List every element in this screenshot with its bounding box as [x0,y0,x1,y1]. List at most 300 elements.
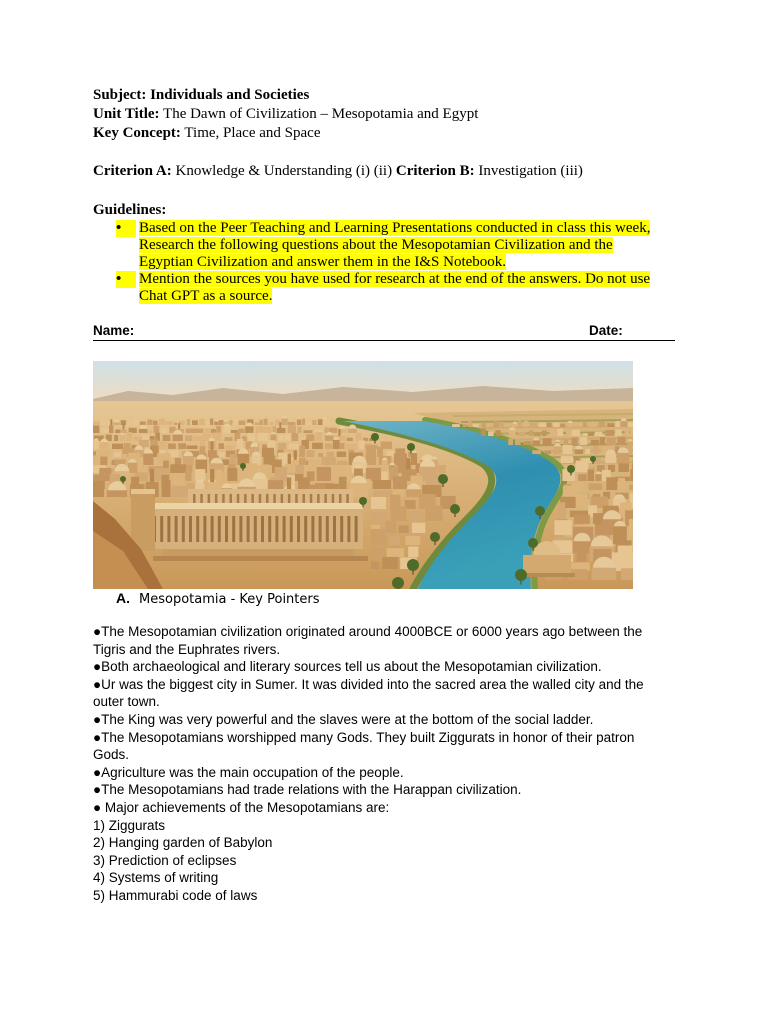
guidelines-title: Guidelines: [93,202,167,218]
column [182,516,185,542]
building [305,422,311,425]
tree [120,476,126,482]
building [359,440,365,449]
building [288,425,296,433]
key-point: ●The King was very powerful and the slaves were at the bottom of the social ladder. [93,711,594,727]
key-point: ● Major achievements of the Mesopotamians are: [93,799,390,815]
building [187,419,190,425]
building [412,523,425,533]
building [93,426,99,434]
building [214,422,219,426]
tower [211,442,214,451]
building [592,568,617,580]
tower [123,423,125,429]
tree [528,538,538,548]
building [530,423,537,427]
building [600,437,605,445]
building [371,512,388,521]
building [373,480,392,489]
document-header [93,86,478,143]
building [566,431,571,436]
building [563,445,573,454]
building [553,423,559,427]
building [468,421,472,427]
column [196,516,199,542]
subject-value: Individuals and Societies [150,87,310,103]
building [389,536,400,545]
building [588,470,595,482]
guideline-text: Mention the sources you have used for research at the end of the answers. Do not use Chat GPT as a source. [139,271,651,304]
building [547,423,552,428]
column [290,516,293,542]
building [153,421,158,425]
name-date-line [93,322,675,341]
tower [288,454,291,464]
building [382,460,388,473]
building [195,429,204,433]
building [183,456,194,465]
building [393,477,407,490]
building [302,419,305,425]
building [224,427,231,433]
building [101,419,105,425]
section-marker: A. [116,590,130,606]
building [258,433,267,441]
building [205,428,210,433]
building [224,446,233,449]
column [304,516,307,542]
column [326,516,329,542]
building [561,456,573,463]
building [94,441,99,450]
guidelines-list [116,220,661,305]
column [167,516,170,542]
building [615,430,622,436]
building [237,439,243,449]
building [618,463,629,472]
building [140,422,146,426]
column [218,516,221,542]
building [278,443,286,449]
building [299,446,305,457]
column [175,516,178,542]
tower [210,469,214,482]
building [285,433,291,441]
building [161,428,167,433]
bullet-icon: • [116,271,139,288]
building [288,422,296,425]
building [333,440,340,449]
building [292,433,299,441]
building [149,430,152,433]
key-concept-value: Time, Place and Space [184,125,321,141]
building [411,453,418,465]
building [264,419,268,425]
building [583,422,586,427]
tree [567,465,575,473]
building [126,432,132,441]
building [325,444,332,450]
building [523,441,531,445]
building [219,420,224,425]
tower [294,450,297,460]
building [578,474,586,481]
building [159,442,168,450]
building [515,439,521,445]
building [591,440,600,445]
building [162,480,171,497]
building [199,419,205,425]
building [543,438,552,445]
building [218,452,224,457]
building [593,446,599,454]
building [618,437,626,445]
tower [110,419,112,425]
building [195,469,205,481]
building [174,423,177,426]
building [340,443,345,449]
building [494,421,499,427]
building [542,430,546,436]
building [219,443,224,449]
column [254,516,257,542]
building [175,458,181,465]
building [575,449,583,454]
building [560,424,564,427]
building [187,446,198,450]
building [229,420,232,425]
building [607,438,616,445]
building [532,450,541,454]
building [554,520,571,535]
building [371,548,383,557]
column [333,516,336,542]
criterion-b-label: Criterion B: [395,163,475,179]
building [101,429,109,434]
building [337,452,346,458]
building [564,439,568,445]
building [317,467,331,481]
building [312,443,323,449]
building [533,440,541,445]
building [337,461,347,465]
tower-roof [131,489,155,494]
building [230,454,237,465]
achievement-item: 3) Prediction of eclipses [93,852,237,868]
building [93,422,100,426]
building [318,419,323,425]
building [524,421,529,427]
building [508,439,513,446]
building [260,420,263,425]
building [147,420,152,426]
tree [407,443,415,451]
building [463,424,467,427]
column [297,516,300,542]
column [340,516,343,542]
building [289,444,299,449]
building [618,478,625,490]
building [273,426,276,433]
bullet-icon: • [116,220,139,237]
building [557,502,565,517]
column [189,516,192,542]
building [583,433,587,436]
building [347,438,353,441]
building [304,430,313,433]
building [629,485,633,490]
building [325,435,334,441]
building [299,458,306,465]
key-points-list [93,623,668,905]
building [381,472,387,482]
building [567,423,573,427]
tower [338,429,340,436]
building [356,433,362,441]
building [173,435,183,442]
building [239,421,246,426]
tree [371,433,379,441]
tree [438,474,448,484]
tree [430,532,440,542]
column [319,516,322,542]
building [261,464,270,473]
building [306,450,314,457]
building [298,427,302,433]
building [107,490,127,497]
building [324,427,328,433]
building [599,421,605,427]
building [382,557,398,569]
building [617,453,629,463]
building [159,419,165,425]
building [322,457,336,465]
building [277,428,286,433]
building [348,429,357,433]
building [142,466,148,473]
column [261,516,264,542]
column [283,516,286,542]
building [168,444,176,450]
tower [150,469,154,482]
building [486,424,491,427]
building [391,506,407,521]
building [509,430,516,436]
building [248,433,256,441]
building [630,469,633,481]
building [620,421,627,427]
building [518,420,521,427]
subject-label: Subject: [93,87,147,103]
building [633,459,634,463]
building [185,470,191,481]
building [482,423,486,427]
building [194,436,202,441]
palace-plinth [153,556,368,561]
building [539,423,547,427]
unit-title-line [93,105,478,124]
building [323,419,327,426]
building [100,442,109,449]
tree [515,569,527,581]
building [154,426,160,433]
building [99,450,111,457]
building [114,453,122,458]
date-label: Date: [589,323,623,338]
criteria-line [93,162,583,181]
building [346,444,357,449]
building [231,430,238,433]
tower [406,458,410,469]
mesopotamia-illustration [93,361,633,589]
building [595,474,601,481]
building [227,468,237,481]
building [93,481,104,497]
building [605,430,614,436]
building [615,421,620,427]
tree [359,497,367,505]
building [316,432,323,441]
unit-title-value: The Dawn of Civilization – Mesopotamia and Egypt [163,106,479,122]
building [628,441,633,445]
building [499,422,505,427]
building [605,454,616,463]
building [550,429,558,436]
building [607,423,614,427]
building [270,422,274,425]
building [327,452,334,457]
building [100,457,107,465]
subject-line [93,86,478,105]
building [387,548,405,557]
building [143,454,153,466]
building [630,429,633,436]
building [327,421,331,425]
building [271,434,277,441]
building [128,423,131,426]
building [109,425,113,433]
building [178,443,186,449]
guideline-item [116,220,661,271]
guideline-text: Based on the Peer Teaching and Learning Presentations conducted in class this week, Research the following questions about the Mesopotamian Civilization and the Egyptian Civilization and answer them in the I&S Notebook. [139,220,651,270]
tree [590,456,596,462]
building [505,423,510,427]
column [239,516,242,542]
tree [240,463,246,469]
building [170,464,186,473]
building [192,420,198,425]
building [629,519,633,535]
key-point: ●The Mesopotamians had trade relations with the Harappan civilization. [93,782,522,798]
tower [178,423,180,429]
building [366,455,377,465]
building [406,536,421,545]
tower [279,422,281,428]
building [166,421,173,425]
building [295,465,304,473]
key-point: ●Agriculture was the main occupation of the people. [93,764,404,780]
palace-roof [148,503,363,509]
building [425,506,442,521]
criterion-a-label: Criterion A: [93,163,172,179]
column [268,516,271,542]
building [211,429,216,433]
column [355,516,358,542]
achievement-item: 1) Ziggurats [93,817,166,833]
building [245,426,253,433]
building [113,422,120,425]
building [112,444,123,449]
building [210,419,213,426]
building [115,430,120,434]
key-point: ●Both archaeological and literary sources tell us about the Mesopotamian civilization. [93,659,602,675]
tree [450,504,460,514]
achievement-item: 2) Hanging garden of Babylon [93,835,273,851]
building [572,430,581,436]
building [385,521,396,533]
building [281,419,287,426]
column [311,516,314,542]
building [371,562,379,569]
key-point: ●The Mesopotamian civilization originated around 4000BCE or 6000 years ago between the Tigris and the Euphrates rivers. [93,624,643,657]
building [578,423,582,427]
building [588,432,594,436]
column [232,516,235,542]
building [473,424,479,427]
building [312,420,316,425]
building [512,424,517,427]
building [93,455,98,465]
building [481,428,486,436]
building [399,526,409,534]
column [275,516,278,542]
building [216,426,221,433]
building [554,446,562,454]
tree [535,506,545,516]
key-concept-line [93,124,478,143]
building [576,494,588,508]
criterion-b-value: Investigation (iii) [478,163,583,179]
achievement-item: 4) Systems of writing [93,870,219,886]
building [589,483,603,490]
building [120,435,125,441]
building [268,440,275,449]
building [557,429,563,436]
tree [392,577,404,589]
palace-steps [163,549,353,556]
guideline-item [116,271,661,305]
building [452,424,460,427]
section-a-heading [116,589,320,607]
building [518,432,526,436]
building [572,438,578,446]
building [488,432,494,437]
building [224,437,232,441]
building [377,447,383,457]
building [545,451,551,455]
tree [407,559,419,571]
building-base [519,573,575,577]
column [347,516,350,542]
building [121,429,127,433]
building [438,465,446,473]
building [576,461,589,472]
building [589,422,596,427]
building [185,435,192,441]
building [186,429,195,434]
building [504,433,507,436]
building [139,429,148,433]
